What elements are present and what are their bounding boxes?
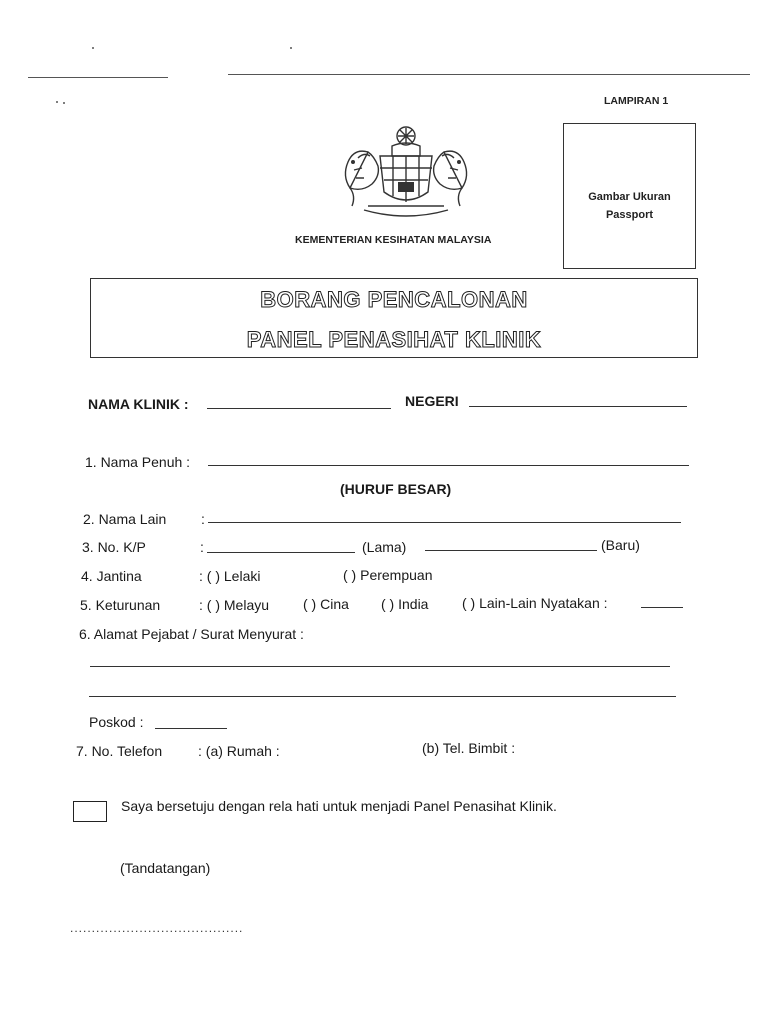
scan-speck	[92, 47, 94, 49]
q3-lama-label: (Lama)	[362, 539, 407, 555]
top-rule-right	[228, 74, 750, 75]
keturunan-melayu-option[interactable]: : ( ) Melayu	[199, 597, 270, 613]
poskod-label: Poskod :	[89, 714, 144, 730]
alamat-field-line1[interactable]	[90, 666, 670, 667]
consent-statement: Saya bersetuju dengan rela hati untuk menjadi Panel Penasihat Klinik.	[121, 798, 557, 814]
q3-baru-label: (Baru)	[601, 537, 640, 553]
jantina-lelaki-option[interactable]: : ( ) Lelaki	[199, 568, 261, 584]
huruf-besar-note: (HURUF BESAR)	[340, 481, 452, 497]
photo-box-label-line2: Passport	[605, 209, 654, 221]
telefon-bimbit-label: (b) Tel. Bimbit :	[422, 740, 516, 756]
lampiran-label: LAMPIRAN 1	[604, 95, 669, 107]
no-kp-lama-field[interactable]	[207, 552, 355, 553]
q7-telefon-label: 7. No. Telefon	[76, 743, 163, 759]
nama-lain-field[interactable]	[208, 522, 681, 523]
signature-line[interactable]: ........................................	[70, 921, 244, 935]
q3-colon: :	[200, 539, 204, 555]
q2-colon: :	[201, 511, 205, 527]
q3-no-kp-label: 3. No. K/P	[82, 539, 146, 555]
q4-jantina-label: 4. Jantina	[81, 568, 142, 584]
keturunan-cina-option[interactable]: ( ) Cina	[303, 596, 349, 612]
signature-label: (Tandatangan)	[120, 860, 211, 876]
q2-nama-lain-label: 2. Nama Lain	[83, 511, 167, 527]
photo-box-label-line1: Gambar Ukuran	[588, 191, 671, 203]
keturunan-india-option[interactable]: ( ) India	[381, 596, 429, 612]
q6-alamat-label: 6. Alamat Pejabat / Surat Menyurat :	[79, 626, 304, 642]
ministry-name: KEMENTERIAN KESIHATAN MALAYSIA	[295, 234, 492, 246]
q1-nama-penuh-label: 1. Nama Penuh :	[85, 454, 191, 470]
poskod-field[interactable]	[155, 728, 227, 729]
form-title-box	[90, 278, 698, 358]
top-rule-left	[28, 77, 168, 78]
keturunan-lain-option[interactable]: ( ) Lain-Lain Nyatakan :	[462, 595, 608, 611]
form-title-line1: BORANG PENCALONAN	[260, 287, 528, 312]
q5-keturunan-label: 5. Keturunan	[80, 597, 161, 613]
negeri-field[interactable]	[469, 406, 687, 407]
scan-speck	[56, 101, 58, 103]
scan-speck	[290, 47, 292, 49]
coat-of-arms-emblem	[328, 122, 483, 222]
scan-speck	[63, 102, 65, 104]
nama-penuh-field[interactable]	[208, 465, 689, 466]
no-kp-baru-field[interactable]	[425, 550, 597, 551]
form-title-line2: PANEL PENASIHAT KLINIK	[246, 327, 542, 352]
nama-klinik-field[interactable]	[207, 408, 391, 409]
keturunan-lain-field[interactable]	[641, 607, 683, 608]
passport-photo-box	[563, 123, 696, 269]
telefon-rumah-label: : (a) Rumah :	[198, 743, 280, 759]
alamat-field-line2[interactable]	[89, 696, 676, 697]
jantina-perempuan-option[interactable]: ( ) Perempuan	[343, 567, 433, 583]
negeri-label: NEGERI	[405, 393, 459, 409]
consent-checkbox[interactable]	[73, 801, 107, 822]
nama-klinik-label: NAMA KLINIK :	[88, 396, 189, 412]
